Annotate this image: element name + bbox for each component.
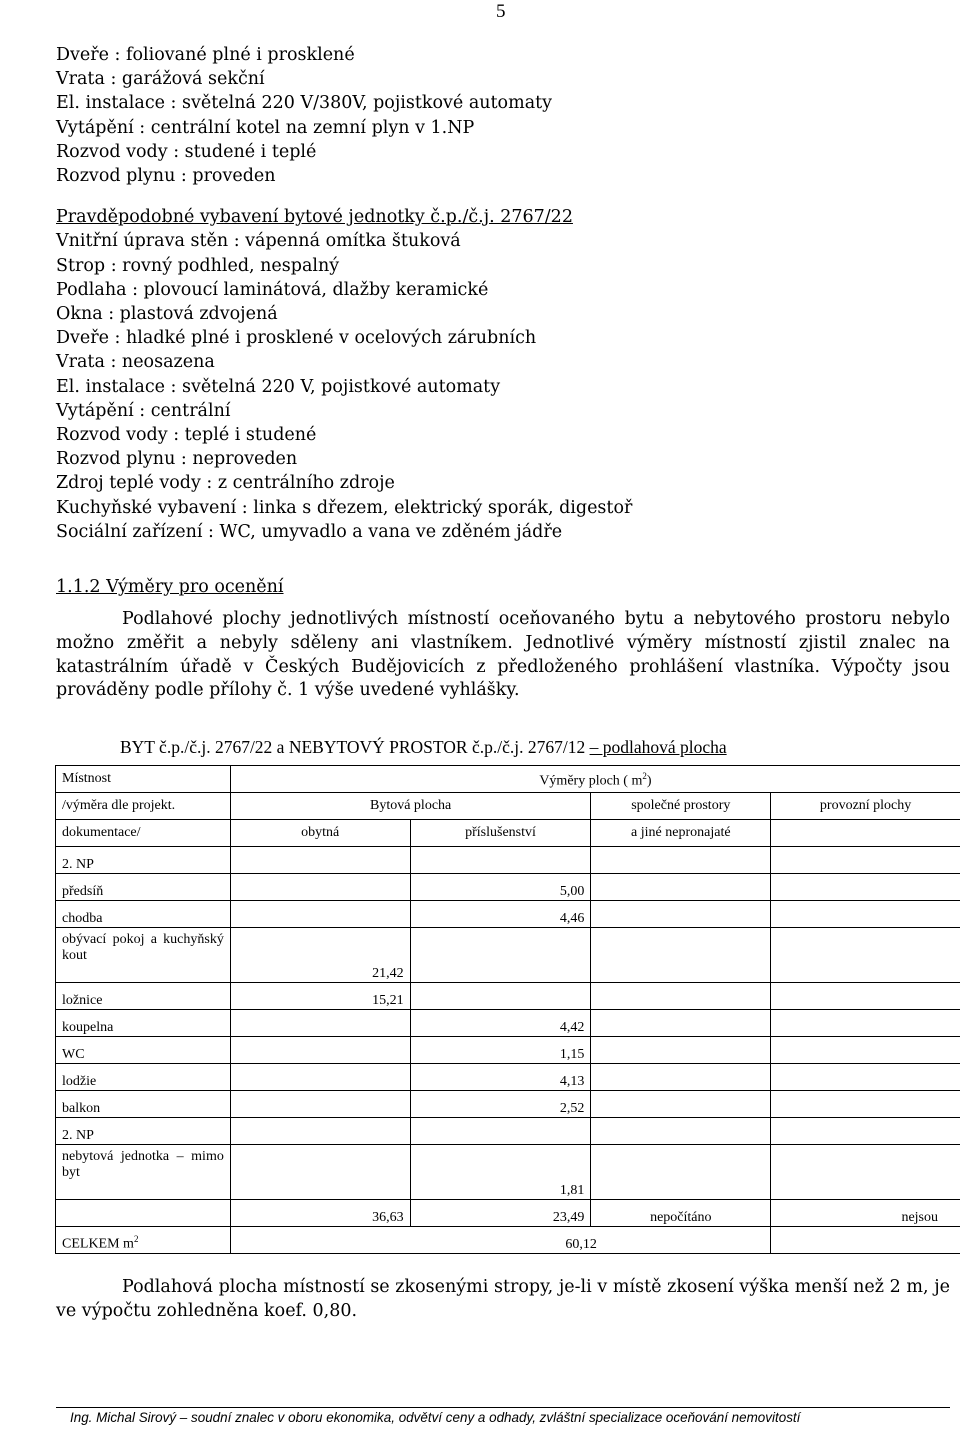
value-cell bbox=[230, 1118, 410, 1145]
room-cell: předsíň bbox=[56, 874, 231, 901]
table-row bbox=[56, 1064, 960, 1091]
celkem-label: CELKEM $m^2$ bbox=[56, 1227, 231, 1254]
line: Rozvod plynu : proveden bbox=[56, 166, 276, 187]
table-row bbox=[56, 874, 960, 901]
table-row bbox=[56, 1118, 960, 1145]
value-cell bbox=[230, 1091, 410, 1118]
line: Dveře : foliované plné i prosklené bbox=[56, 45, 355, 65]
total-cell: nejsou bbox=[771, 1200, 960, 1227]
line: Podlaha : plovoucí laminátová, dlažby keramické bbox=[56, 279, 489, 300]
table-row bbox=[56, 901, 960, 928]
room-cell: balkon bbox=[56, 1091, 231, 1118]
equipment-heading: Pravděpodobné vybavení bytové jednotky č.p./č.j. 2767/22 bbox=[56, 207, 573, 228]
line: Vnitřní úprava stěn : vápenná omítka štuková bbox=[56, 231, 461, 252]
room-cell: 2. NP bbox=[56, 1118, 231, 1145]
value-cell: 1,81 bbox=[410, 1145, 591, 1200]
line: Vytápění : centrální bbox=[56, 400, 231, 421]
value-cell bbox=[230, 901, 410, 928]
room-cell: 2. NP bbox=[56, 847, 231, 874]
line: Strop : rovný podhled, nespalný bbox=[56, 255, 340, 276]
table-header-cell: Místnost bbox=[56, 766, 231, 793]
value-cell: 4,13 bbox=[410, 1064, 591, 1091]
table-heading-suffix: – podlahová plocha bbox=[589, 737, 727, 757]
line: El. instalace : světelná 220 V/380V, pojistkové automaty bbox=[56, 93, 553, 114]
table-header-cell: obytná bbox=[230, 820, 410, 847]
page-number: 5 bbox=[496, 1, 506, 22]
table-row bbox=[56, 1037, 960, 1064]
room-cell: nebytová jednotka – mimo byt bbox=[56, 1145, 231, 1200]
table-header-cell: /výměra dle projekt. bbox=[56, 793, 231, 820]
line: Kuchyňské vybavení : linka s dřezem, elektrický sporák, digestoř bbox=[56, 497, 633, 518]
table-header-row bbox=[56, 766, 960, 793]
room-cell: obývací pokoj a kuchyňský kout bbox=[56, 928, 231, 983]
total-cell: 23,49 bbox=[410, 1200, 591, 1227]
table-header-row bbox=[56, 820, 960, 847]
room-cell: koupelna bbox=[56, 1010, 231, 1037]
table-heading bbox=[120, 737, 727, 758]
value-cell bbox=[230, 847, 410, 874]
table-header-cell bbox=[771, 820, 960, 847]
paragraph-text: Podlahové plochy jednotlivých místností oceňovaného bytu a nebytového prostoru nebylo možno změřit a nebyly sděleny ani vlastníkem. Jednotlivé výměry místností zjistil znalec na katastrálním úřadě v Českých Budějovicích z předloženého prohlášení vlastníka. Výpočty jsou prováděny podle přílohy č. 1 výše uvedené vyhlášky. bbox=[56, 609, 950, 701]
table-heading-main: BYT č.p./č.j. 2767/22 a NEBYTOVÝ PROSTOR č.p./č.j. 2767/12 bbox=[120, 737, 590, 757]
value-cell: 4,46 bbox=[410, 901, 591, 928]
paragraph-note bbox=[56, 1276, 950, 1324]
description-lines bbox=[56, 43, 946, 544]
value-cell bbox=[230, 1037, 410, 1064]
line: El. instalace : světelná 220 V, pojistkové automaty bbox=[56, 376, 501, 397]
line: Sociální zařízení : WC, umyvadlo a vana ve zděném jádře bbox=[56, 521, 563, 542]
value-cell bbox=[410, 928, 591, 983]
value-cell bbox=[230, 1010, 410, 1037]
footer-text: Ing. Michal Sirový – soudní znalec v oboru ekonomika, odvětví ceny a odhady, zvláštní specializace oceňování nemovitostí bbox=[70, 1409, 801, 1425]
area-table bbox=[55, 765, 960, 1254]
table-header-cell: Výměry ploch ( $m^2$) bbox=[230, 766, 960, 793]
line: Rozvod vody : teplé i studené bbox=[56, 425, 317, 446]
line: Vrata : neosazena bbox=[56, 352, 215, 373]
value-cell: 15,21 bbox=[230, 983, 410, 1010]
celkem-value: 60,12 bbox=[230, 1227, 591, 1254]
table-row bbox=[56, 847, 960, 874]
value-cell: 1,15 bbox=[410, 1037, 591, 1064]
table-header-cell: provozní plochy bbox=[771, 793, 960, 820]
line: Rozvod plynu : neproveden bbox=[56, 449, 298, 470]
table-row bbox=[56, 1010, 960, 1037]
total-cell: 36,63 bbox=[230, 1200, 410, 1227]
table-header-cell: a jiné nepronajaté bbox=[591, 820, 771, 847]
celkem-row bbox=[56, 1227, 960, 1254]
line: Vytápění : centrální kotel na zemní plyn v 1.NP bbox=[56, 117, 475, 138]
table-row bbox=[56, 928, 960, 983]
value-cell bbox=[410, 983, 591, 1010]
room-cell: chodba bbox=[56, 901, 231, 928]
room-cell: lodžie bbox=[56, 1064, 231, 1091]
line: Dveře : hladké plné i prosklené v ocelových zárubních bbox=[56, 328, 537, 349]
paragraph-text: Podlahová plocha místností se zkosenými stropy, je-li v místě zkosení výška menší než 2 m, je ve výpočtu zohledněna koef. 0,80. bbox=[56, 1277, 950, 1321]
table-header-cell: Bytová plocha bbox=[230, 793, 591, 820]
table-header-row bbox=[56, 793, 960, 820]
value-cell bbox=[230, 1064, 410, 1091]
value-cell bbox=[410, 847, 591, 874]
total-cell: nepočítáno bbox=[591, 1200, 771, 1227]
line: Okna : plastová zdvojená bbox=[56, 304, 278, 325]
table-row bbox=[56, 983, 960, 1010]
footer-divider bbox=[56, 1407, 950, 1408]
section-title: 1.1.2 Výměry pro ocenění bbox=[56, 577, 284, 597]
table-header-cell: společné prostory bbox=[591, 793, 771, 820]
paragraph-measures bbox=[56, 608, 950, 703]
room-cell: WC bbox=[56, 1037, 231, 1064]
value-cell bbox=[410, 1118, 591, 1145]
value-cell: 4,42 bbox=[410, 1010, 591, 1037]
line: Zdroj teplé vody : z centrálního zdroje bbox=[56, 473, 395, 494]
value-cell: 21,42 bbox=[230, 928, 410, 983]
line: Rozvod vody : studené i teplé bbox=[56, 141, 317, 162]
totals-row bbox=[56, 1200, 960, 1227]
line: Vrata : garážová sekční bbox=[56, 69, 265, 90]
table-header-cell: dokumentace/ bbox=[56, 820, 231, 847]
table-header-cell: příslušenství bbox=[410, 820, 591, 847]
table-row bbox=[56, 1091, 960, 1118]
table-row bbox=[56, 1145, 960, 1200]
room-cell: ložnice bbox=[56, 983, 231, 1010]
value-cell bbox=[230, 874, 410, 901]
value-cell: 2,52 bbox=[410, 1091, 591, 1118]
value-cell: 5,00 bbox=[410, 874, 591, 901]
value-cell bbox=[230, 1145, 410, 1200]
